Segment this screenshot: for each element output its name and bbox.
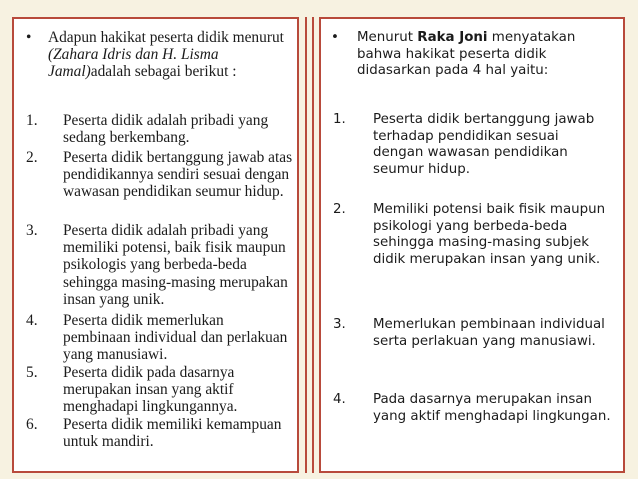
- left-intro-citation: (Zahara Idris dan H. Lisma Jamal): [48, 46, 219, 81]
- left-intro-tail: adalah sebagai berikut :: [90, 63, 237, 81]
- slide: [4, 4, 634, 475]
- right-item-text: Memiliki potensi baik fisik maupun psikologi yang berbeda-beda sehingga masing-masing subjek didik merupakan insan yang unik.: [373, 202, 606, 267]
- right-panel: [319, 17, 625, 473]
- left-item-text: Peserta didik bertanggung jawab atas pendidikannya sendiri sesuai dengan wawasan pendidikan seumur hidup.: [63, 149, 293, 201]
- right-item-text: Pada dasarnya merupakan insan yang aktif menghadapi lingkungan.: [373, 392, 611, 424]
- left-intro: [26, 29, 288, 81]
- left-intro-bullet: •: [26, 29, 32, 46]
- left-item-number: 5.: [26, 364, 38, 381]
- left-intro-lead: Adapun hakikat peserta didik menurut: [48, 29, 284, 46]
- right-intro-name: Raka Joni: [417, 30, 488, 45]
- left-item-number: 4.: [26, 312, 38, 329]
- right-item-number: 1.: [333, 112, 346, 127]
- left-item-text: Peserta didik memerlukan pembinaan individual dan perlakuan yang manusiawi.: [63, 312, 288, 364]
- right-item-text: Memerlukan pembinaan individual serta perlakuan yang manusiawi.: [373, 317, 605, 349]
- left-item-text: Peserta didik pada dasarnya merupakan insan yang aktif menghadapi lingkungannya.: [63, 364, 238, 416]
- divider-line: [305, 17, 307, 473]
- left-item-number: 6.: [26, 416, 38, 433]
- right-item-text: Peserta didik bertanggung jawab terhadap pendidikan sesuai dengan wawasan pendidikan seumur hidup.: [373, 112, 595, 177]
- left-item-number: 3.: [26, 222, 38, 239]
- left-intro-text: [48, 29, 288, 81]
- right-intro-text: [357, 30, 615, 80]
- divider-line: [312, 17, 314, 473]
- left-item-number: 1.: [26, 112, 38, 129]
- right-item-number: 3.: [333, 317, 346, 332]
- left-item-text: Peserta didik memiliki kemampuan untuk mandiri.: [63, 416, 282, 451]
- right-intro: [331, 30, 615, 80]
- right-item-number: 4.: [333, 392, 346, 407]
- right-intro-tail: menyatakan bahwa hakikat peserta didik didasarkan pada 4 hal yaitu:: [357, 30, 576, 79]
- right-intro-lead: Menurut: [357, 30, 418, 45]
- right-intro-bullet: •: [331, 30, 339, 45]
- right-item-number: 2.: [333, 202, 346, 217]
- left-item-number: 2.: [26, 149, 38, 166]
- left-item-text: Peserta didik adalah pribadi yang sedang berkembang.: [63, 112, 269, 147]
- left-panel: [12, 17, 299, 473]
- left-item-text: Peserta didik adalah pribadi yang memiliki potensi, baik fisik maupun psikologis yang berbeda-beda sehingga masing-masing merupakan insan yang unik.: [63, 222, 288, 308]
